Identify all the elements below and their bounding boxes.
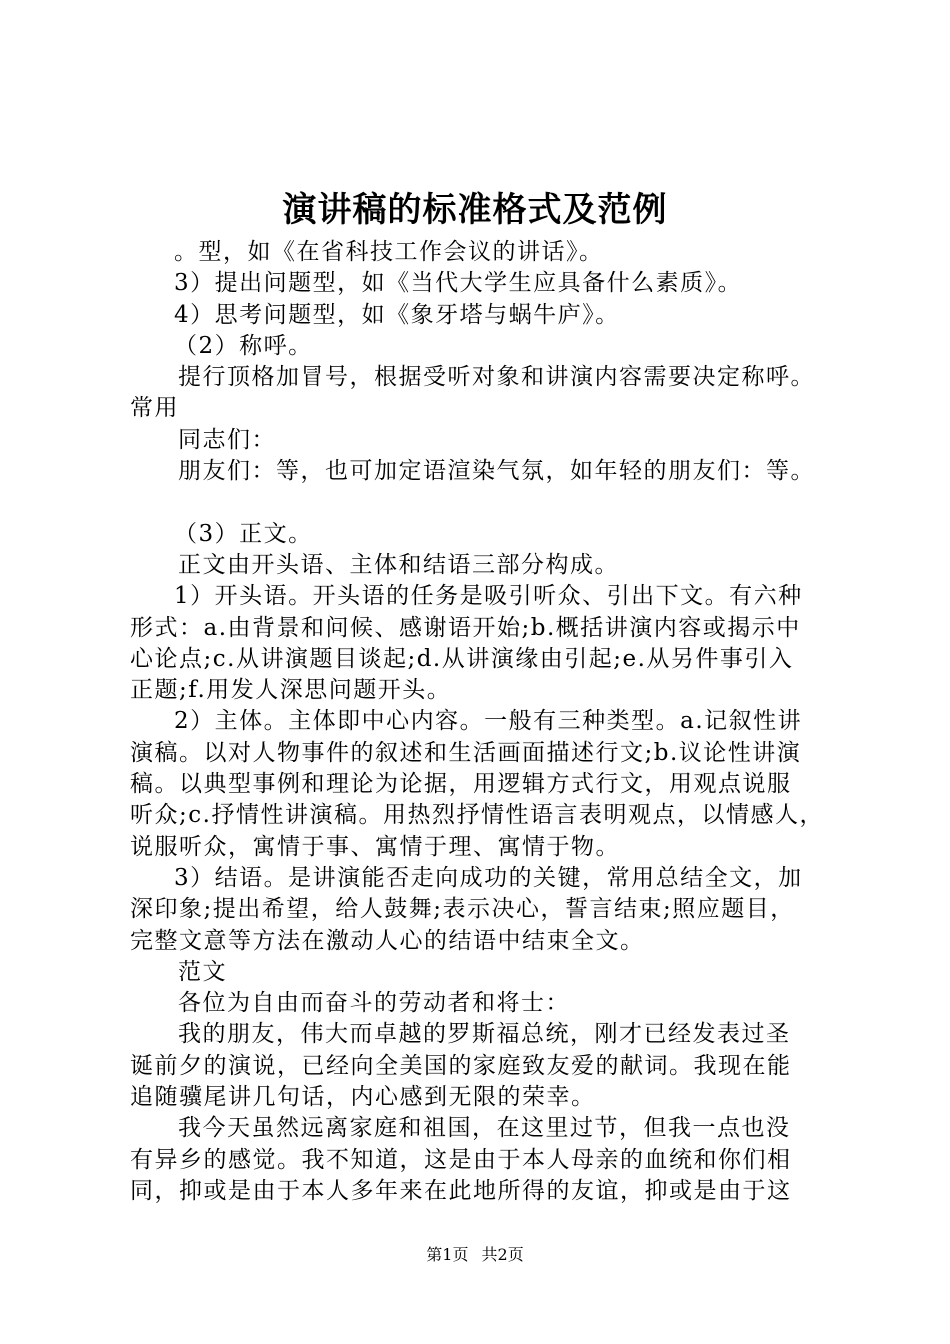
body-line: 同，抑或是由于本人多年来在此地所得的友谊，抑或是由于这 <box>130 1177 792 1204</box>
body-line: 听众;c.抒情性讲演稿。用热烈抒情性语言表明观点，以情感人， <box>130 802 824 829</box>
body-line: 完整文意等方法在激动人心的结语中结束全文。 <box>130 927 645 954</box>
page-number: 第1页 <box>426 1245 469 1264</box>
body-line: 说服听众，寓情于事、寓情于理、寓情于物。 <box>130 833 620 860</box>
body-line: （2）称呼。 <box>174 332 313 359</box>
page-footer <box>0 1245 950 1265</box>
body-line: 常用 <box>130 395 179 422</box>
document-title: 演讲稿的标准格式及范例 <box>282 190 668 230</box>
body-line: 稿。以典型事例和理论为论据，用逻辑方式行文，用观点说服 <box>130 771 792 798</box>
body-line: 形式：a.由背景和问候、感谢语开始;b.概括讲演内容或揭示中 <box>130 614 801 641</box>
body-line: 正题;f.用发人深思问题开头。 <box>130 677 452 704</box>
body-line: 3）提出问题型，如《当代大学生应具备什么素质》。 <box>174 270 743 297</box>
body-line: 提行顶格加冒号，根据受听对象和讲演内容需要决定称呼。 <box>178 364 815 391</box>
body-line: 1）开头语。开头语的任务是吸引听众、引出下文。有六种 <box>174 583 803 610</box>
body-line: 各位为自由而奋斗的劳动者和将士： <box>178 990 570 1017</box>
body-line: 。型，如《在省科技工作会议的讲话》。 <box>174 239 604 265</box>
body-line: 正文由开头语、主体和结语三部分构成。 <box>178 551 619 578</box>
body-line: 朋友们：等，也可加定语渲染气氛，如年轻的朋友们：等。 <box>178 458 815 485</box>
body-line: 诞前夕的演说，已经向全美国的家庭致友爱的献词。我现在能 <box>130 1052 792 1079</box>
body-line: 2）主体。主体即中心内容。一般有三种类型。a.记叙性讲 <box>174 708 803 735</box>
page-total: 共2页 <box>481 1245 524 1264</box>
body-line: （3）正文。 <box>174 520 313 547</box>
blank-line <box>130 487 842 518</box>
document-body <box>130 237 842 1207</box>
section-heading: 范文 <box>178 958 227 985</box>
body-line: 3）结语。是讲演能否走向成功的关键，常用总结全文，加 <box>174 864 803 891</box>
body-line: 深印象;提出希望，给人鼓舞;表示决心，誓言结束;照应题目， <box>130 896 795 923</box>
body-line: 我的朋友，伟大而卓越的罗斯福总统，刚才已经发表过圣 <box>178 1021 791 1048</box>
body-line: 演稿。以对人物事件的叙述和生活画面描述行文;b.议论性讲演 <box>130 739 802 766</box>
body-line: 同志们： <box>178 426 276 453</box>
body-line: 有异乡的感觉。我不知道，这是由于本人母亲的血统和你们相 <box>130 1146 792 1173</box>
body-line: 追随骥尾讲几句话，内心感到无限的荣幸。 <box>130 1084 596 1111</box>
body-line: 4）思考问题型，如《象牙塔与蜗牛庐》。 <box>174 301 620 328</box>
body-line: 我今天虽然远离家庭和祖国，在这里过节，但我一点也没 <box>178 1115 791 1142</box>
body-line: 心论点;c.从讲演题目谈起;d.从讲演缘由引起;e.从另件事引入 <box>130 645 794 672</box>
